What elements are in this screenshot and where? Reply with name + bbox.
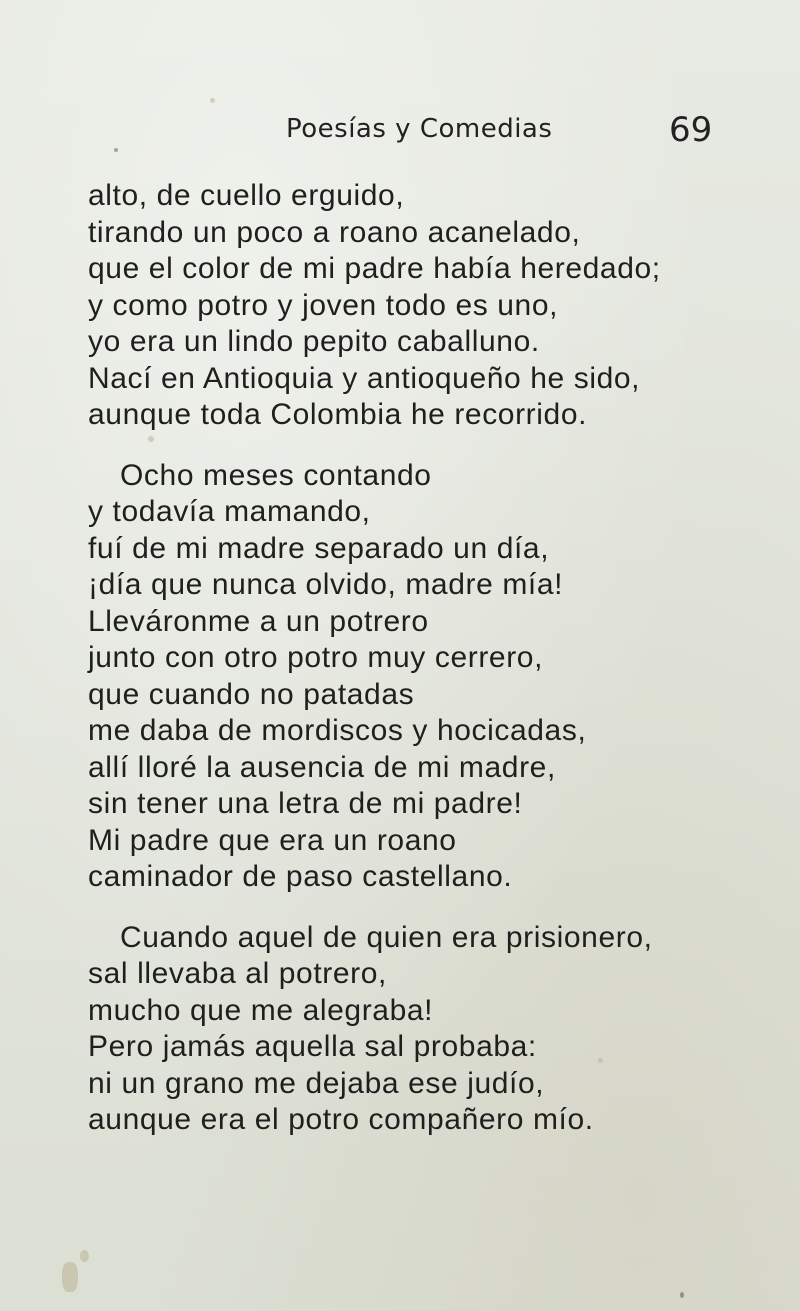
verse-line: aunque toda Colombia he recorrido.: [88, 398, 588, 431]
verse-line: que cuando no patadas: [88, 677, 415, 711]
verse-line: Mi padre que era un roano: [88, 823, 457, 857]
paper-speck: [598, 1058, 603, 1063]
verse-line: allí lloré la ausencia de mi madre,: [88, 750, 556, 784]
verse-line: yo era un lindo pepito caballuno.: [88, 325, 540, 358]
verse-line: Cuando aquel de quien era prisionero,: [120, 920, 653, 954]
stanza-1: [88, 178, 708, 434]
verse-line: fuí de mi madre separado un día,: [88, 531, 550, 565]
verse-line: tirando un poco a roano acanelado,: [88, 215, 581, 249]
paper-speck: [148, 436, 154, 442]
verse-line: y todavía mamando,: [88, 495, 371, 528]
paper-speck: [62, 1262, 78, 1292]
verse-line: Nací en Antioquia y antioqueño he sido,: [88, 361, 641, 395]
verse-line: me daba de mordiscos y hocicadas,: [88, 714, 587, 747]
paper-speck: [210, 98, 215, 103]
verse-line: caminador de paso castellano.: [88, 860, 513, 893]
stanza-2: [88, 458, 708, 896]
paper-speck: [80, 1250, 89, 1262]
verse-line: alto, de cuello erguido,: [88, 179, 405, 212]
poem-body: [88, 178, 708, 1139]
paper-speck: [114, 148, 118, 152]
verse-line: Pero jamás aquella sal probaba:: [88, 1030, 537, 1063]
verse-line: aunque era el potro compañero mío.: [88, 1103, 594, 1136]
verse-line: sal llevaba al potrero,: [88, 957, 387, 990]
verse-line: sin tener una letra de mi padre!: [88, 787, 523, 820]
verse-line: y como potro y joven todo es uno,: [88, 288, 559, 322]
paper-speck: [680, 1292, 684, 1298]
verse-line: Ocho meses contando: [120, 458, 432, 492]
running-head-title: Poesías y Comedias: [286, 114, 553, 144]
page-number: 69: [669, 110, 713, 150]
stanza-3: [88, 920, 708, 1139]
verse-line: mucho que me alegraba!: [88, 993, 434, 1027]
verse-line: junto con otro potro muy cerrero,: [88, 641, 544, 674]
verse-line: ¡día que nunca olvido, madre mía!: [88, 568, 564, 601]
running-head: [0, 108, 800, 158]
verse-line: ni un grano me dejaba ese judío,: [88, 1066, 545, 1100]
verse-line: que el color de mi padre había heredado;: [88, 252, 661, 285]
verse-line: Lleváronme a un potrero: [88, 604, 429, 638]
